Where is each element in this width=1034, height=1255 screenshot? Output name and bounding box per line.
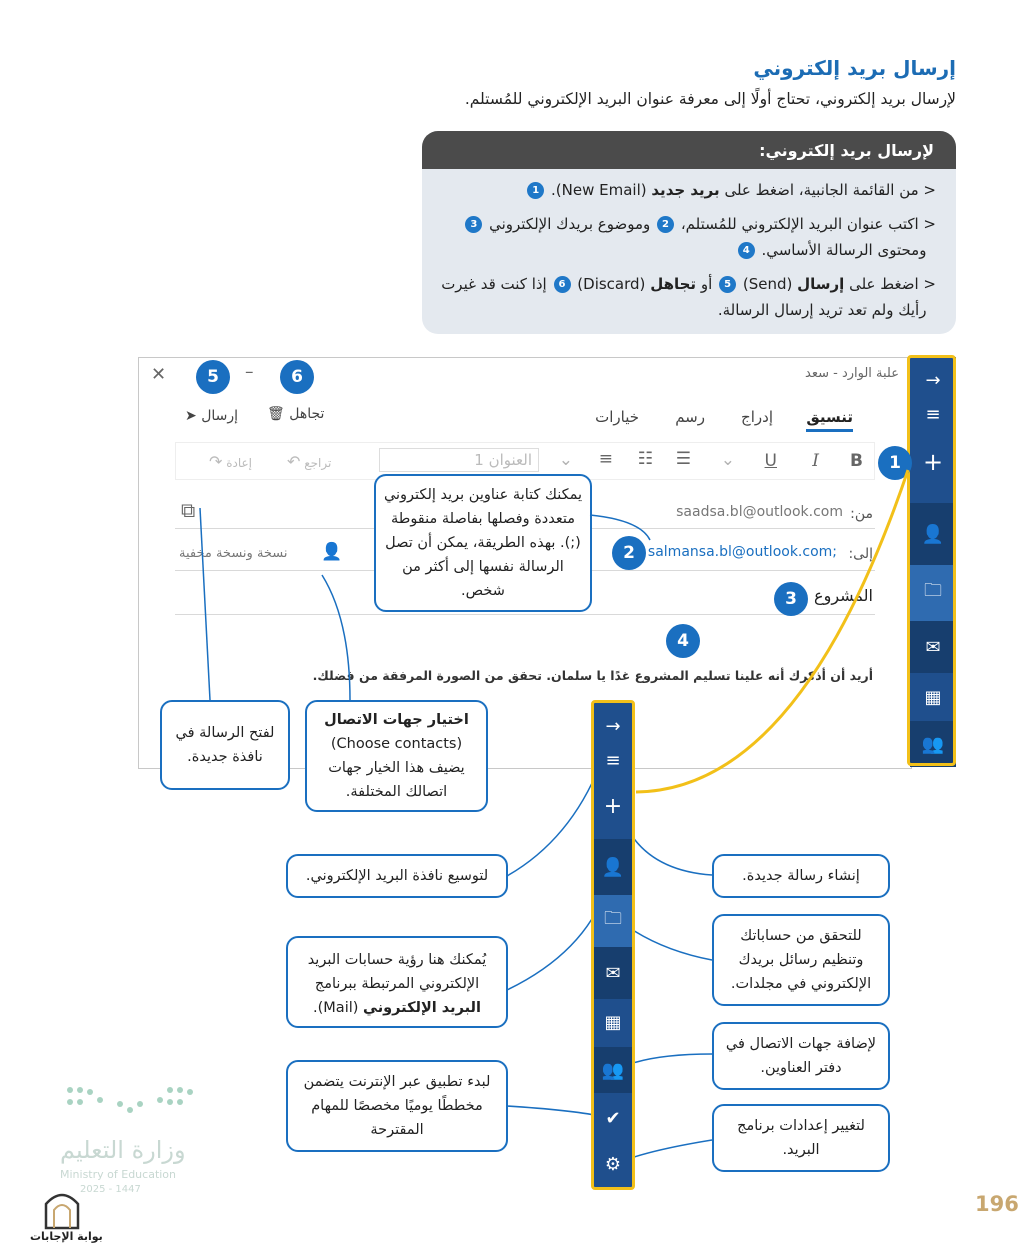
section-title: إرسال بريد إلكتروني — [753, 56, 956, 80]
callout-settings: لتغيير إعدادات برنامج البريد. — [712, 1104, 890, 1172]
callout-expand: لتوسيع نافذة البريد الإلكتروني. — [286, 854, 508, 898]
expand-arrow-icon[interactable]: → — [605, 715, 621, 737]
mail-icon[interactable]: ✉ — [594, 947, 632, 999]
redo-icon: ↷ — [209, 452, 223, 471]
numbered-list-icon[interactable]: ☷ — [637, 449, 653, 469]
discard-button[interactable]: تجاهل 🗑 — [267, 406, 325, 422]
new-mail-icon[interactable]: + — [922, 448, 944, 476]
callout-new-window: لفتح الرسالة في نافذة جديدة. — [160, 700, 290, 790]
ministry-name-ar: وزارة التعليم — [60, 1136, 186, 1164]
trash-icon: 🗑 — [267, 406, 285, 422]
redo-button[interactable]: إعادة ↷ — [209, 452, 253, 471]
bullet-list-icon[interactable]: ☰ — [675, 449, 691, 469]
portal-logo — [42, 1186, 82, 1230]
callout-new-message: إنشاء رسالة جديدة. — [712, 854, 890, 898]
calendar-icon[interactable]: ▦ — [924, 686, 942, 708]
step-3: < اضغط على إرسال (Send) 5 أو تجاهل (Discard) 6 إذا كنت قد غيرت رأيك ولم تعد تريد إرسال الرسالة. — [441, 275, 936, 319]
to-value[interactable]: salmansa.bl@outlook.com; — [647, 544, 837, 560]
from-value: saadsa.bl@outlook.com — [676, 504, 843, 520]
heading-style-select[interactable]: العنوان 1 — [379, 448, 539, 472]
step-2: < اكتب عنوان البريد الإلكتروني للمُستلم، 2 وموضوع بريدك الإلكتروني 3 ومحتوى الرسالة الأساسي. 4 — [436, 211, 936, 263]
callout-folders: للتحقق من حساباتك وتنظيم رسائل بريدك الإلكتروني في مجلدات. — [712, 914, 890, 1006]
tab-options[interactable]: خيارات — [595, 408, 639, 426]
ministry-name-en: Ministry of Education — [60, 1168, 177, 1181]
callout-todo: لبدء تطبيق عبر الإنترنت يتضمن مخططًا يوميًا مخصصًا للمهام المقترحة — [286, 1060, 508, 1152]
mail-icon[interactable]: ✉ — [910, 621, 956, 673]
settings-icon[interactable]: ⚙ — [604, 1153, 622, 1175]
window-title: علبة الوارد - سعد — [805, 366, 899, 381]
align-icon[interactable]: ≡ — [598, 449, 613, 469]
sidebar-detail — [591, 700, 635, 1190]
callout-choose-contacts: اختيار جهات الاتصال (Choose contacts) يضيف هذا الخيار جهات اتصالك المختلفة. — [305, 700, 488, 812]
undo-icon: ↶ — [287, 452, 301, 471]
marker-4: 4 — [666, 624, 700, 658]
tab-format[interactable]: تنسيق — [806, 408, 853, 432]
ministry-year: 2025 - 1447 — [80, 1184, 141, 1195]
italic-button[interactable]: I — [812, 451, 819, 471]
undo-button[interactable]: تراجع ↶ — [287, 452, 332, 471]
folders-icon[interactable]: 🗀 — [910, 565, 956, 621]
tab-insert[interactable]: إدراج — [741, 408, 773, 426]
callout-add-contacts: لإضافة جهات الاتصال في دفتر العناوين. — [712, 1022, 890, 1090]
popout-icon[interactable]: ⧉ — [181, 498, 196, 522]
marker-2: 2 — [612, 536, 646, 570]
to-label: إلى: — [848, 546, 873, 562]
page-number: 196 — [975, 1192, 1019, 1216]
section-subtitle: لإرسال بريد إلكتروني، تحتاج أولًا إلى معرفة عنوان البريد الإلكتروني للمُستلم. — [464, 90, 956, 108]
marker-3: 3 — [774, 582, 808, 616]
instruction-heading: لإرسال بريد إلكتروني: — [422, 131, 956, 169]
close-icon[interactable]: ✕ — [151, 364, 167, 385]
expand-arrow-icon[interactable]: → — [925, 369, 941, 391]
marker-6: 6 — [280, 360, 314, 394]
menu-icon[interactable]: ≡ — [605, 749, 621, 771]
people-icon[interactable]: 👥 — [910, 721, 956, 767]
message-body[interactable]: أريد أن أذكرك أنه علينا تسليم المشروع غدًا يا سلمان. تحقق من الصورة المرفقة من فضلك. — [312, 668, 873, 683]
minimize-icon[interactable]: – — [245, 362, 254, 382]
people-icon[interactable]: 👥 — [594, 1047, 632, 1093]
accounts-icon[interactable]: 👤 — [594, 839, 632, 895]
chevron-down-icon[interactable]: ⌄ — [720, 450, 735, 470]
send-icon: ➤ — [185, 408, 197, 424]
callout-accounts: يُمكنك هنا رؤية حسابات البريد الإلكتروني المرتبطة ببرنامج البريد الإلكتروني (Mail). — [286, 936, 508, 1028]
menu-icon[interactable]: ≡ — [925, 403, 941, 425]
cc-bcc-link[interactable]: نسخة ونسخة مخفية — [179, 546, 288, 561]
from-label: من: — [850, 506, 873, 522]
chevron-down-icon[interactable]: ⌄ — [558, 450, 573, 470]
todo-icon[interactable]: ✔ — [605, 1107, 621, 1129]
underline-button[interactable]: U — [764, 451, 777, 471]
accounts-icon[interactable]: 👤 — [910, 503, 956, 565]
marker-5: 5 — [196, 360, 230, 394]
portal-name: بوابة الإجابات — [30, 1230, 103, 1243]
step-1: < من القائمة الجانبية، اضغط على بريد جديد (New Email). 1 — [436, 177, 936, 203]
tab-draw[interactable]: رسم — [675, 408, 705, 426]
calendar-icon[interactable]: ▦ — [604, 1011, 622, 1033]
folders-icon[interactable]: 🗀 — [594, 895, 632, 947]
subject-field[interactable]: المشروع — [814, 586, 873, 605]
ministry-logo — [60, 1080, 200, 1130]
bold-button[interactable]: B — [850, 451, 863, 471]
callout-multiple-addresses: يمكنك كتابة عناوين بريد إلكتروني متعددة وفصلها بفاصلة منقوطة (;). بهذه الطريقة، يمكن أن تصل الرسالة نفسها إلى أكثر من شخص. — [374, 474, 592, 612]
send-button[interactable]: إرسال ➤ — [185, 408, 239, 424]
new-mail-icon[interactable]: + — [603, 793, 623, 819]
contacts-icon[interactable]: 👤 — [321, 542, 343, 562]
marker-1: 1 — [878, 446, 912, 480]
